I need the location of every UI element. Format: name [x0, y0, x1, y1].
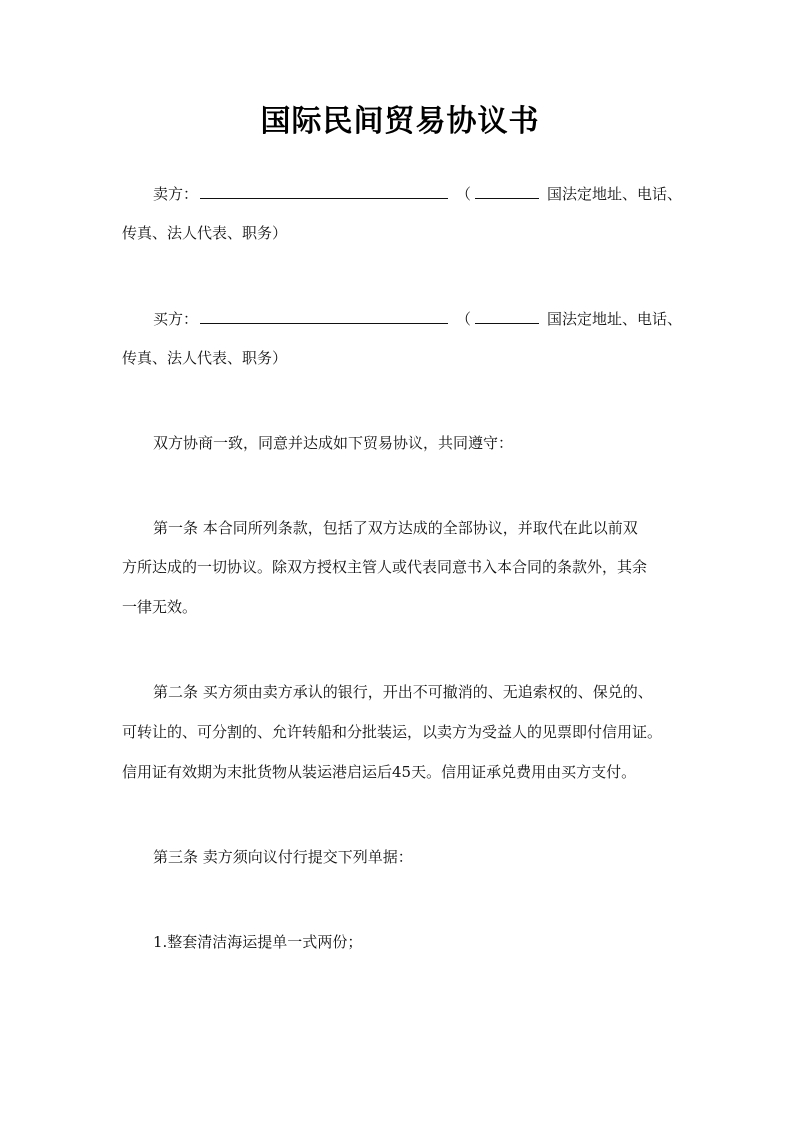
seller-line-2: 传真、法人代表、职务） — [122, 224, 288, 242]
article2-line-2: 可转让的、可分割的、允许转船和分批装运，以卖方为受益人的见票即付信用证。 — [122, 723, 663, 741]
article2-line-1: 第二条 买方须由卖方承认的银行，开出不可撤消的、无追索权的、保兑的、 — [153, 683, 653, 701]
seller-line — [153, 183, 682, 204]
article1-line-1: 第一条 本合同所列条款，包括了双方达成的全部协议，并取代在此以前双 — [153, 519, 638, 537]
seller-paren-open: （ — [456, 185, 472, 203]
buyer-label: 买方： — [153, 310, 199, 328]
buyer-line — [153, 308, 682, 329]
buyer-paren-open: （ — [456, 310, 472, 328]
article3-line: 第三条 卖方须向议付行提交下列单据： — [153, 848, 413, 866]
seller-address-suffix: 国法定地址、电话、 — [547, 185, 683, 203]
seller-label: 卖方： — [153, 185, 199, 203]
article1-line-2: 方所达成的一切协议。除双方授权主管人或代表同意书入本合同的条款外，其余 — [122, 558, 648, 576]
seller-name-blank[interactable] — [200, 183, 448, 199]
buyer-address-suffix: 国法定地址、电话、 — [547, 310, 683, 328]
list-item-1: 1.整套清洁海运提单一式两份； — [153, 933, 363, 951]
buyer-line-2: 传真、法人代表、职务） — [122, 349, 288, 367]
article2-line-3: 信用证有效期为末批货物从装运港启运后45天。信用证承兑费用由买方支付。 — [122, 763, 637, 781]
document-title: 国际民间贸易协议书 — [260, 104, 540, 139]
seller-country-blank[interactable] — [475, 183, 539, 199]
buyer-name-blank[interactable] — [200, 308, 448, 324]
article1-line-3: 一律无效。 — [122, 598, 198, 616]
buyer-country-blank[interactable] — [475, 308, 539, 324]
intro-paragraph: 双方协商一致，同意并达成如下贸易协议，共同遵守： — [153, 434, 514, 452]
